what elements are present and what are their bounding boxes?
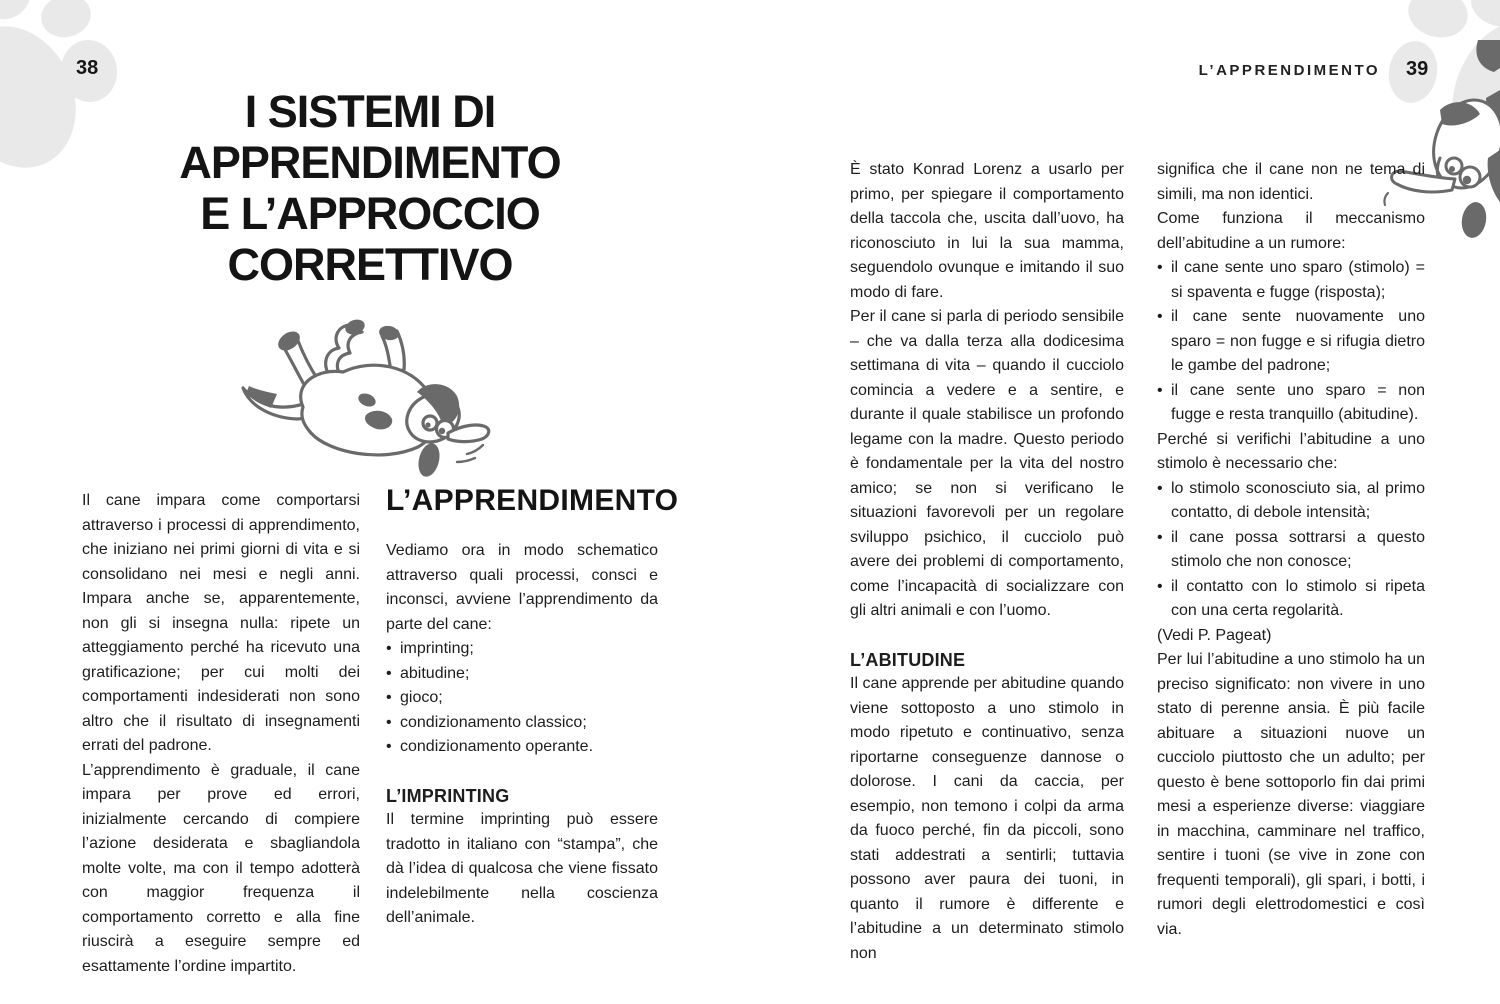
section-subheading: L’ABITUDINE (850, 649, 966, 670)
bullet-icon: • (1157, 381, 1163, 399)
page-number-right: 39 (1406, 58, 1429, 80)
chapter-title-line: I SISTEMI DI (244, 86, 496, 137)
paragraph: Il cane impara come comportarsi attraverso i processi di apprendimento, che iniziano nei primi giorni di vita e si consolidano nei mesi e negli anni. Impara anche se, apparentemente, non gli si insegna nulla: ripete un atteggiamento perché ha ricevuto una gratificazione; per cui molti dei comportamenti indesiderati non sono altro che il risultato di insegnamenti errati del padrone. (82, 492, 360, 754)
right-page-column-2 (1157, 158, 1425, 942)
left-page-column-2 (386, 484, 679, 931)
list-item: • abitudine; (386, 662, 658, 687)
bullet-icon: • (386, 689, 392, 706)
list-item: • il cane sente uno sparo (stimolo) = si spaventa e fugge (risposta); (1157, 256, 1425, 305)
right-page-column-1 (850, 158, 1124, 966)
list-item: • condizionamento classico; (386, 711, 658, 736)
paragraph: È stato Konrad Lorenz a usarlo per primo, per spiegare il comportamento della taccola che, uscita dall’uovo, ha riconosciuto in lui la sua mamma, seguendolo ovunque e imitando il suo modo di fare. (850, 161, 1124, 301)
list-item: • il contatto con lo stimolo si ripeta con una certa regolarità. (1157, 575, 1425, 624)
paragraph: Il cane apprende per abitudine quando viene sottoposto a uno stimolo in modo ripetuto e continuativo, senza riportarne conseguenze dannose o dolorose. I cani da caccia, per esempio, non temono i colpi da arma da fuoco perché, fin da piccoli, sono stati addestrati a sentirli; tuttavia possono aver paura dei tuoni, in quanto il rumore è differente e l’abitudine a un determinato stimolo non (850, 675, 1124, 962)
chapter-title-line: CORRETTIVO (227, 239, 513, 290)
paragraph: significa che il cane non ne tema di simili, ma non identici. (1157, 161, 1425, 203)
bullet-icon: • (386, 713, 392, 731)
bullet-icon: • (1157, 577, 1163, 595)
list-item: • condizionamento operante. (386, 735, 658, 760)
paragraph: Vediamo ora in modo schematico attraverso quali processi, consci e inconsci, avviene l’apprendimento da parte del cane: (386, 542, 658, 633)
list-item: • lo stimolo sconosciuto sia, al primo contatto, di debole intensità; (1157, 477, 1425, 526)
paragraph: L’apprendimento è graduale, il cane impara per prove ed errori, inizialmente cercando di compiere l’azione desiderata e sbagliandola molte volte, ma con il tempo adotterà con maggior frequenza il comportamento corretto e alla fine riuscirà a eseguire sempre ed esattamente l’ordine impartito. (82, 761, 360, 975)
bullet-icon: • (1157, 259, 1163, 276)
chapter-title (100, 86, 640, 290)
bullet-icon: • (386, 738, 392, 755)
paragraph: Il termine imprinting può essere tradotto in italiano con “stampa”, che dà l’idea di qualcosa che viene fissato indelebilmente nella coscienza dell’animale. (386, 811, 658, 926)
list-item: • il cane sente nuovamente uno sparo = non fugge e si rifugia dietro le gambe del padrone; (1157, 305, 1425, 379)
paragraph: Per lui l’abitudine a uno stimolo ha un preciso significato: non vivere in uno stato di perenne ansia. È più facile abituare a situazioni nuove un cucciolo piuttosto che un adulto; per questo è bene sottoporlo fin dai primi mesi a esperienze diverse: viaggiare in macchina, camminare nel traffico, sentire i tuoni (se vive in zone con frequenti temporali), gli spari, i botti, i rumori degli elettrodomestici e così via. (1157, 651, 1425, 938)
running-header: L’APPRENDIMENTO (1198, 62, 1380, 79)
list-item: • il cane sente uno sparo = non fugge e resta tranquillo (abitudine). (1157, 379, 1425, 428)
bullet-icon: • (1157, 479, 1163, 497)
rolling-dog-illustration (233, 312, 498, 484)
left-page-column-1 (82, 489, 360, 979)
bullet-icon: • (386, 664, 392, 682)
chapter-title-line: E L’APPROCCIO (200, 188, 540, 239)
list-item: • imprinting; (386, 637, 658, 662)
page-number-left: 38 (76, 57, 99, 79)
bullet-icon: • (1157, 528, 1163, 546)
paragraph: Come funziona il meccanismo dell’abitudine a un rumore: (1157, 210, 1425, 252)
chapter-title-line: APPRENDIMENTO (179, 137, 561, 188)
paragraph: Perché si verifichi l’abitudine a uno stimolo è necessario che: (1157, 430, 1425, 472)
bullet-icon: • (386, 640, 392, 657)
reference-note: (Vedi P. Pageat) (1157, 626, 1272, 644)
list-item: • il cane possa sottrarsi a questo stimolo che non conosce; (1157, 526, 1425, 575)
section-heading: L’APPRENDIMENTO (386, 484, 679, 517)
paragraph: Per il cane si parla di periodo sensibile – che va dalla terza alla dodicesima settimana di vita – quando il cucciolo comincia a vedere e a sentire, e durante il quale stabilisce un profondo legame con la madre. Questo periodo è fondamentale per la vita del nostro amico; se non si verificano le situazioni favorevoli per un regolare sviluppo psichico, il cucciolo può avere dei problemi di comportamento, come l’incapacità di socializzare con gli altri animali e con l’uomo. (850, 308, 1124, 619)
list-item: • gioco; (386, 686, 658, 711)
section-subheading: L’IMPRINTING (386, 785, 510, 806)
bullet-icon: • (1157, 308, 1163, 325)
